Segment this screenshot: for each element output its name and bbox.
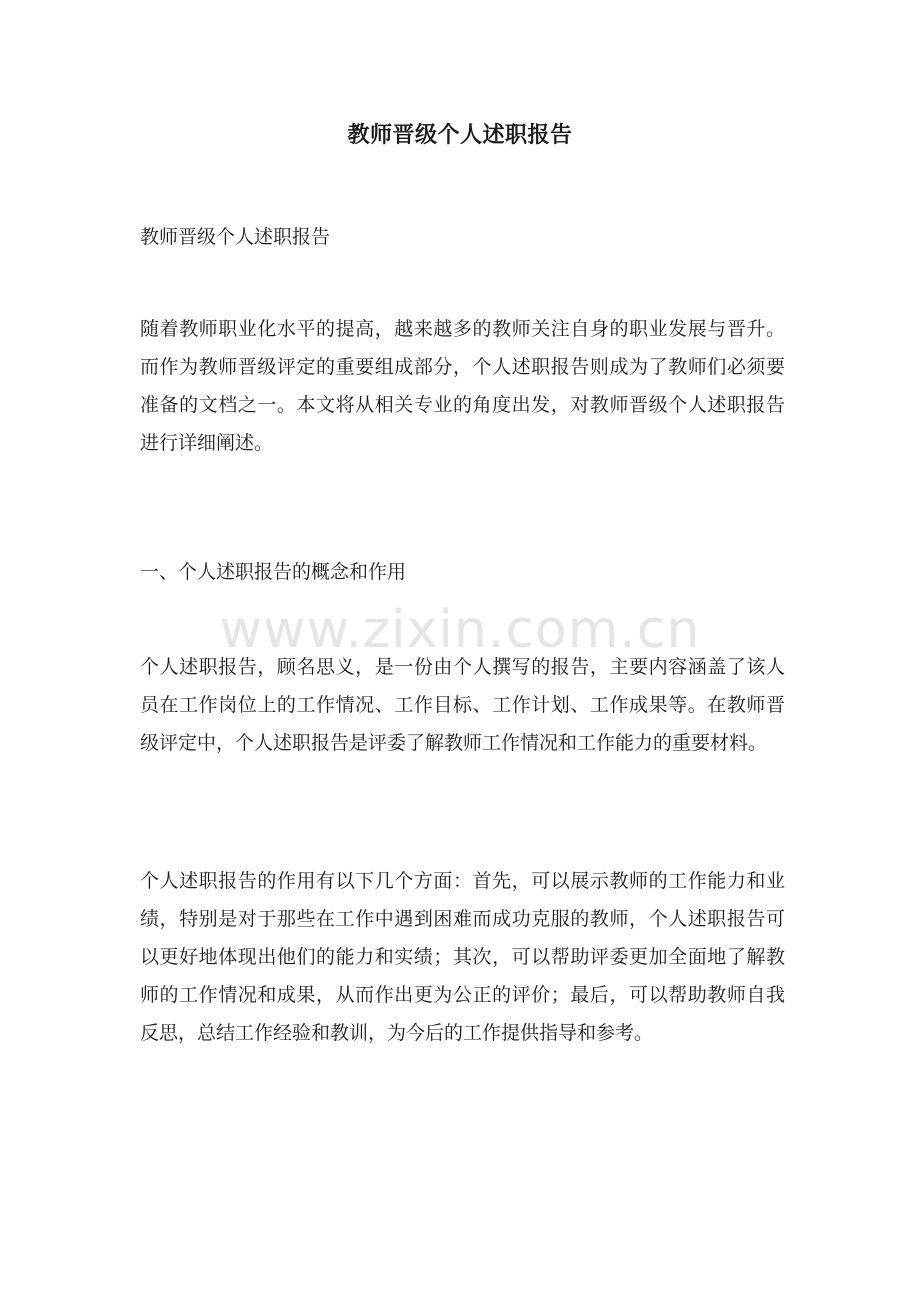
document-subtitle: 教师晋级个人述职报告	[140, 226, 331, 248]
function-paragraph: 个人述职报告的作用有以下几个方面：首先，可以展示教师的工作能力和业绩，特别是对于那些在工作中遇到困难而成功克服的教师，个人述职报告可以更好地体现出他们的能力和实绩；其次，可以帮助评委更加全面地了解教师的工作情况和成果，从而作出更为公正的评价；最后，可以帮助教师自我反思，总结工作经验和教训，为今后的工作提供指导和参考。	[140, 870, 785, 1044]
document-title: 教师晋级个人述职报告	[347, 122, 573, 148]
section-heading: 一、个人述职报告的概念和作用	[140, 561, 407, 583]
concept-paragraph: 个人述职报告，顾名思义，是一份由个人撰写的报告，主要内容涵盖了该人员在工作岗位上的工作情况、工作目标、工作计划、工作成果等。在教师晋级评定中，个人述职报告是评委了解教师工作情况和工作能力的重要材料。	[140, 656, 785, 754]
intro-paragraph: 随着教师职业化水平的提高，越来越多的教师关注自身的职业发展与晋升。而作为教师晋级评定的重要组成部分，个人述职报告则成为了教师们必须要准备的文档之一。本文将从相关专业的角度出发，对教师晋级个人述职报告进行详细阐述。	[140, 318, 785, 454]
watermark: www.zixin.com.cn	[219, 600, 701, 660]
